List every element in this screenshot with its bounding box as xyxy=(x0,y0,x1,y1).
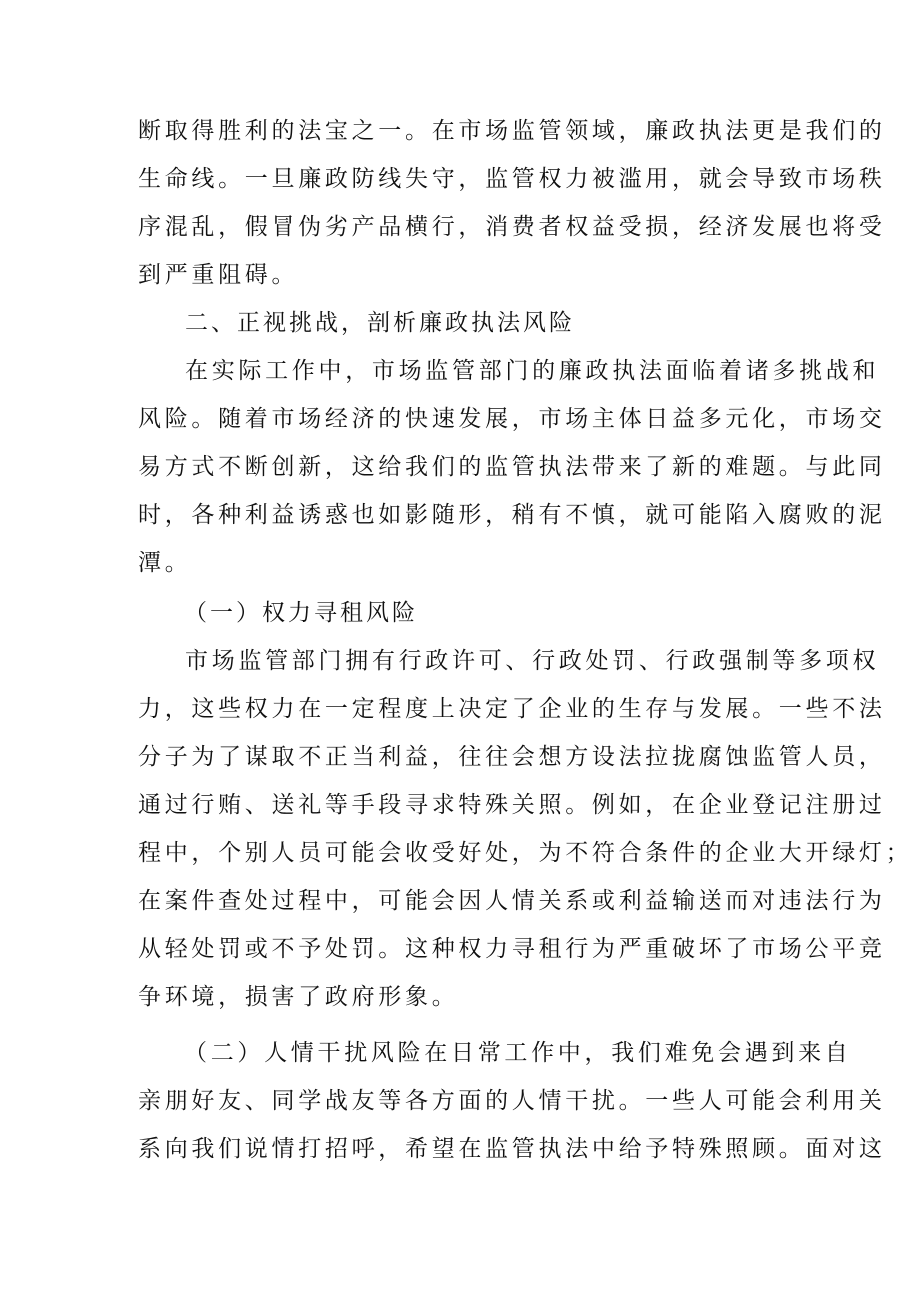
subsection-paragraph-start: （二）人情干扰风险在日常工作中，我们难免会遇到来自 xyxy=(184,1040,852,1066)
body-text-line: 市场监管部门拥有行政许可、行政处罚、行政强制等多项权 xyxy=(185,648,880,674)
body-text-line: 争环境，损害了政府形象。 xyxy=(138,984,459,1010)
body-text-line: 程中，个别人员可能会收受好处，为不符合条件的企业大开绿灯； xyxy=(138,840,913,866)
body-text-line: 系向我们说情打招呼，希望在监管执法中给予特殊照顾。面对这 xyxy=(138,1136,886,1162)
body-text-line: 到严重阻碍。 xyxy=(138,262,299,288)
body-text-line: 风险。随着市场经济的快速发展，市场主体日益多元化，市场交 xyxy=(138,406,886,432)
body-text-line: 从轻处罚或不予处罚。这种权力寻租行为严重破坏了市场公平竞 xyxy=(138,936,886,962)
body-text-line: 生命线。一旦廉政防线失守，监管权力被滥用，就会导致市场秩 xyxy=(138,166,886,192)
body-text-line: 序混乱，假冒伪劣产品横行，消费者权益受损，经济发展也将受 xyxy=(138,214,886,240)
body-text-line: 潭。 xyxy=(138,550,192,576)
subsection-heading: （一）权力寻租风险 xyxy=(184,600,418,626)
body-text-line: 力，这些权力在一定程度上决定了企业的生存与发展。一些不法 xyxy=(138,696,886,722)
body-text-line: 分子为了谋取不正当利益，往往会想方设法拉拢腐蚀监管人员， xyxy=(138,744,886,770)
body-text-line: 易方式不断创新，这给我们的监管执法带来了新的难题。与此同 xyxy=(138,454,886,480)
body-text-line: 亲朋好友、同学战友等各方面的人情干扰。一些人可能会利用关 xyxy=(138,1088,886,1114)
body-text-line: 通过行贿、送礼等手段寻求特殊关照。例如，在企业登记注册过 xyxy=(138,792,886,818)
body-text-line: 在实际工作中，市场监管部门的廉政执法面临着诸多挑战和 xyxy=(185,358,880,384)
body-text-line: 断取得胜利的法宝之一。在市场监管领域，廉政执法更是我们的 xyxy=(138,118,886,144)
body-text-line: 时，各种利益诱惑也如影随形，稍有不慎，就可能陷入腐败的泥 xyxy=(138,502,886,528)
section-heading: 二、正视挑战，剖析廉政执法风险 xyxy=(185,310,575,336)
body-text-line: 在案件查处过程中，可能会因人情关系或利益输送而对违法行为 xyxy=(138,888,886,914)
